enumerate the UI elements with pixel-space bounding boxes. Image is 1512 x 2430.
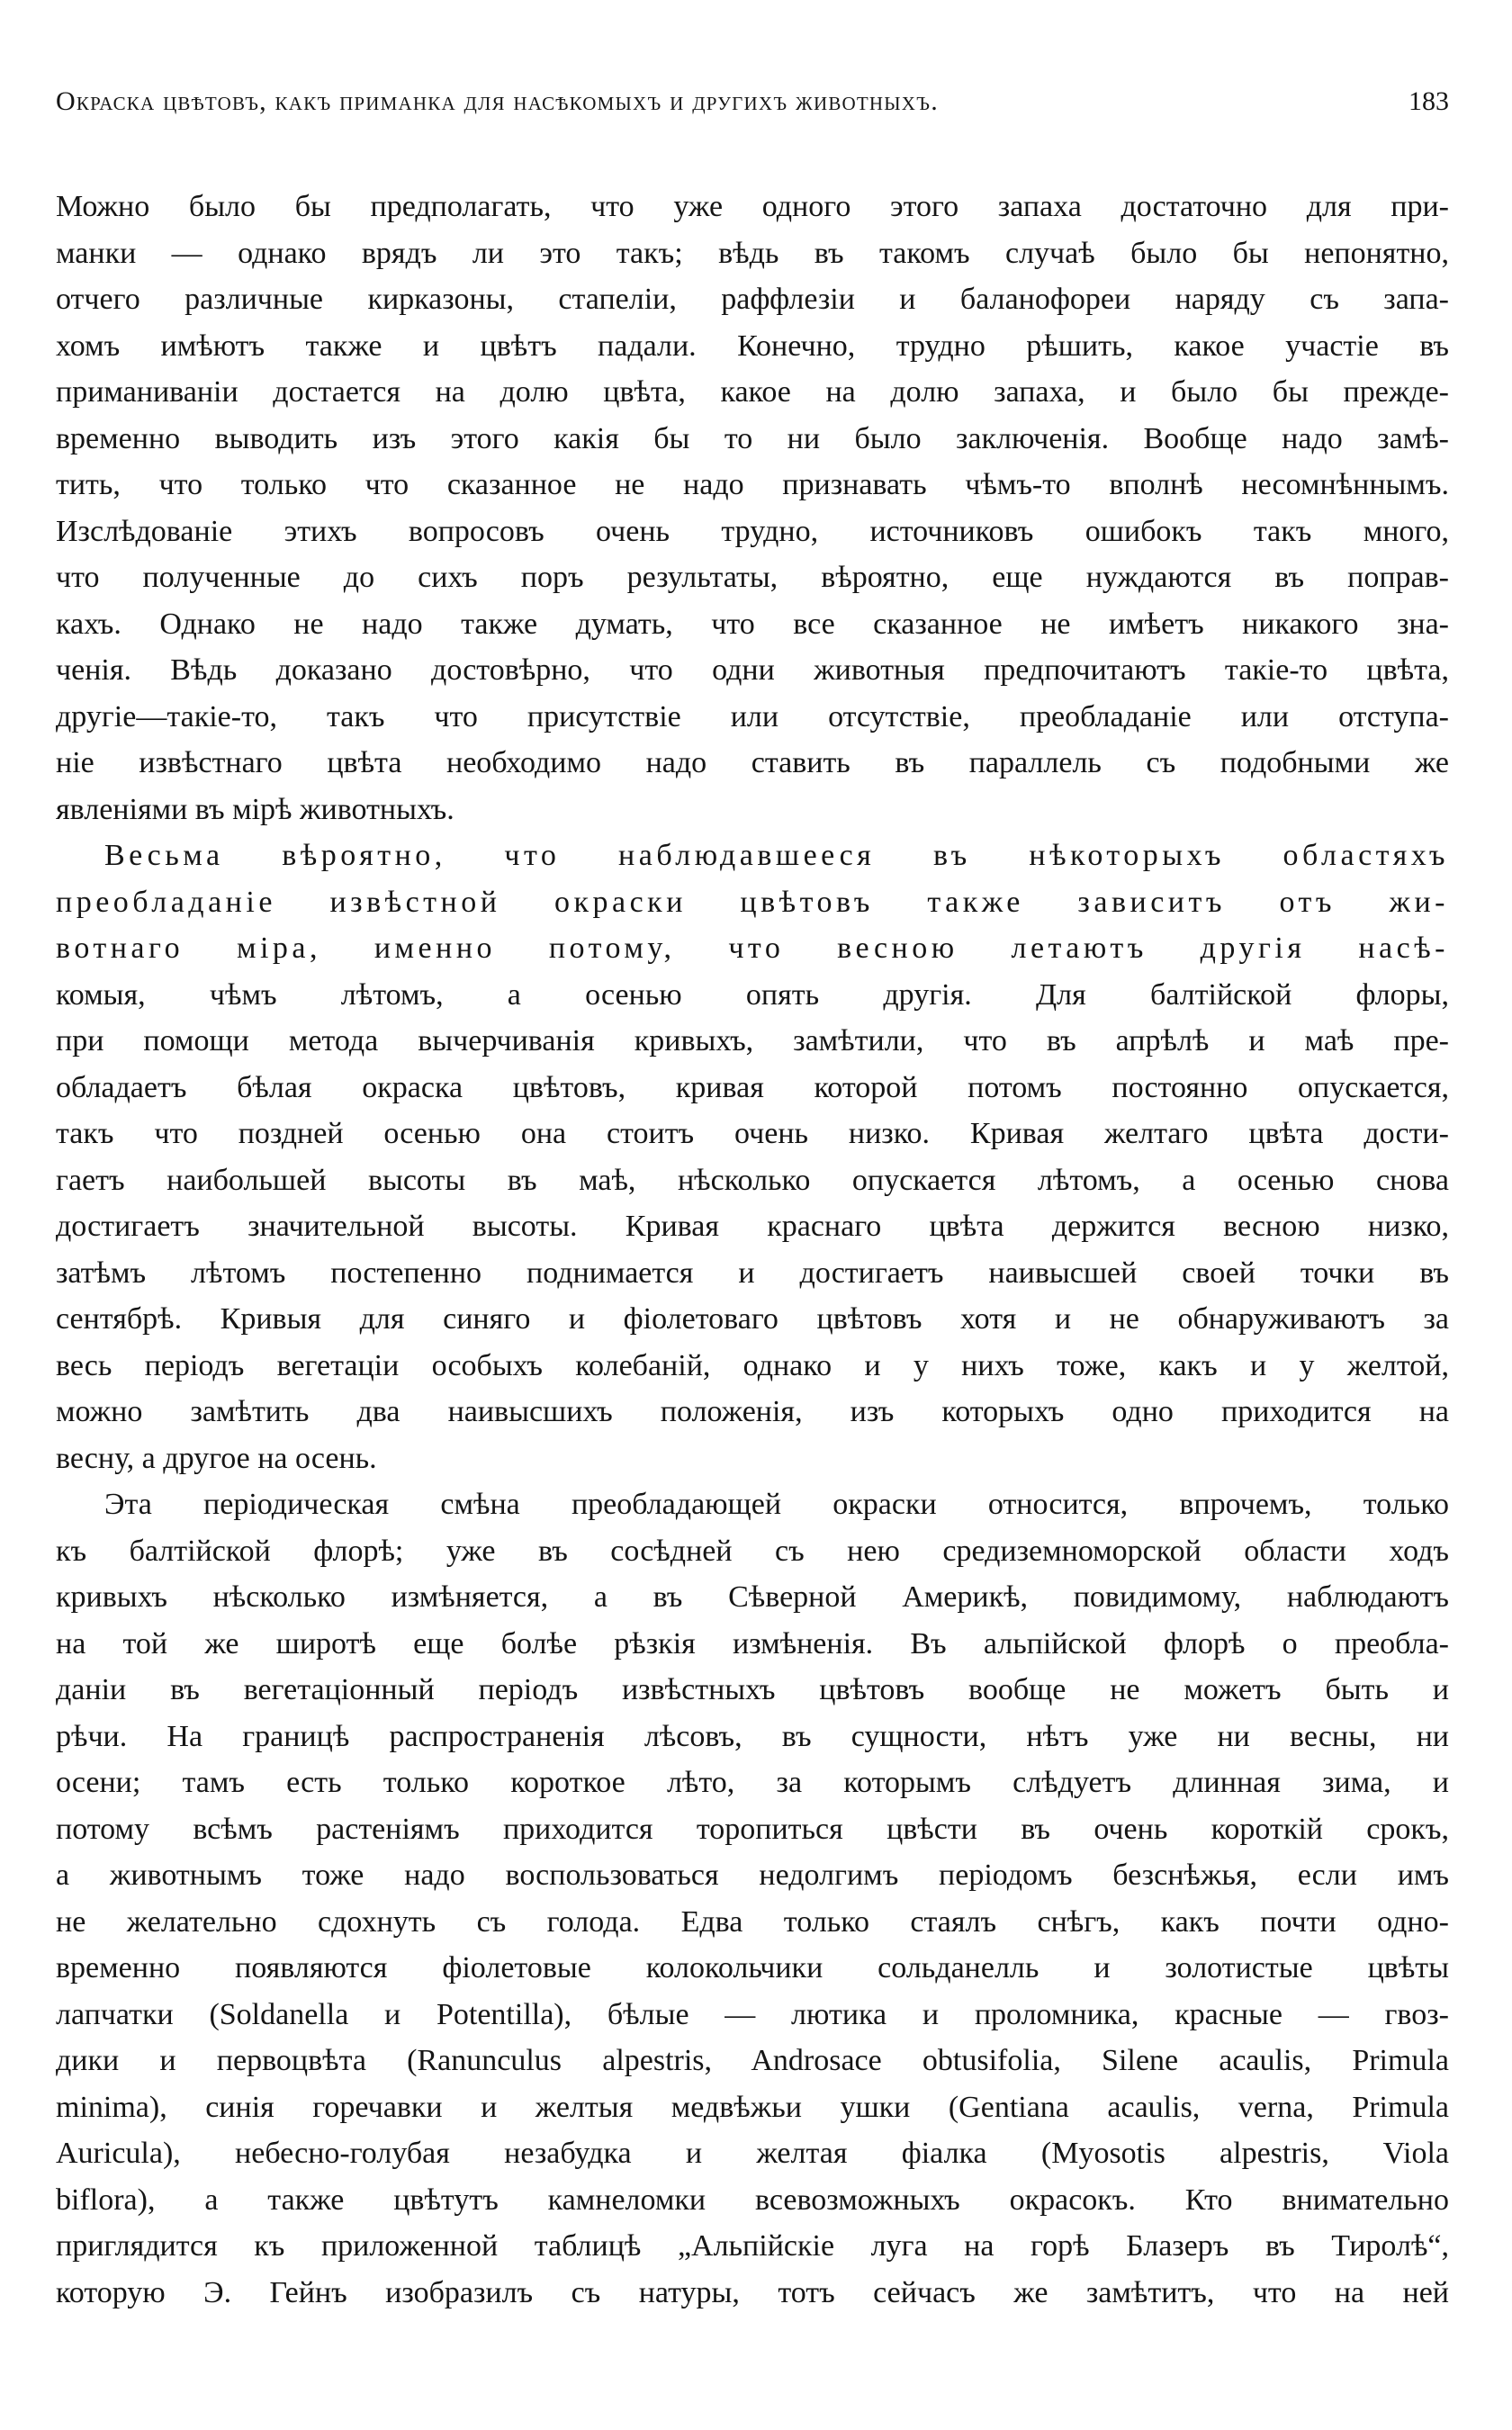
text-line: явленіями въ мірѣ животныхъ. — [56, 792, 454, 826]
body-text — [56, 184, 1449, 2316]
text-line: ніе извѣстнаго цвѣта необходимо надо ставить въ параллель съ подобными же — [56, 746, 1449, 779]
text-line: затѣмъ лѣтомъ постепенно поднимается и достигаетъ наивысшей своей точки въ — [56, 1256, 1449, 1290]
running-head — [56, 86, 1449, 126]
text-line: которую Э. Гейнъ изобразилъ съ натуры, тотъ сейчасъ же замѣтитъ, что на ней — [56, 2275, 1449, 2309]
text-line: кахъ. Однако не надо также думать, что все сказанное не имѣетъ никакого зна- — [56, 607, 1449, 641]
text-line: приглядится къ приложенной таблицѣ „Альпійскіе луга на горѣ Блазеръ въ Тиролѣ“, — [56, 2229, 1449, 2263]
text-line: временно выводить изъ этого какія бы то ни было заключенія. Вообще надо замѣ- — [56, 421, 1449, 455]
text-line: лапчатки (Soldanella и Potentilla), бѣлые — лютика и проломника, красные — гвоз- — [56, 1997, 1449, 2031]
text-line: Auricula), небесно-голубая незабудка и желтая фіалка (Myosotis alpestris, Viola — [56, 2137, 1449, 2170]
text-line: хомъ имѣютъ также и цвѣтъ падали. Конечно, трудно рѣшить, какое участіе въ — [56, 328, 1449, 363]
text-line: minima), синія горечавки и желтыя медвѣжьи ушки (Gentiana acaulis, verna, Primula — [56, 2090, 1449, 2124]
text-line: а животнымъ тоже надо воспользоваться недолгимъ періодомъ безснѣжья, если имъ — [56, 1858, 1449, 1892]
text-line: можно замѣтить два наивысшихъ положенія, изъ которыхъ одно приходится на — [56, 1395, 1449, 1428]
text-line: весну, а другое на осень. — [56, 1441, 377, 1475]
text-line: манки — однако врядъ ли это такъ; вѣдь въ такомъ случаѣ было бы непонятно, — [56, 236, 1449, 270]
running-head-title: Окраска цвѣтовъ, какъ приманка для насѣкомыхъ и другихъ животныхъ. — [56, 86, 939, 116]
text-line: что полученные до сихъ поръ результаты, вѣроятно, еще нуждаются въ поправ- — [56, 561, 1449, 594]
text-line-spaced: вотнаго міра, именно потому, что весною летаютъ другія насѣ- — [56, 932, 1449, 965]
text-line: тить, что только что сказанное не надо признавать чѣмъ-то вполнѣ несомнѣннымъ. — [56, 468, 1449, 501]
text-line-spaced: Весьма вѣроятно, что наблюдавшееся въ нѣкоторыхъ областяхъ — [104, 839, 1449, 872]
paragraph-3 — [56, 1481, 1449, 2316]
text-line: осени; тамъ есть только короткое лѣто, за которымъ слѣдуетъ длинная зима, и — [56, 1766, 1449, 1799]
text-line: комыя, чѣмъ лѣтомъ, а осенью опять другія. Для балтійской флоры, — [56, 977, 1449, 1012]
text-line: Можно было бы предполагать, что уже одного этого запаха достаточно для при- — [56, 190, 1449, 223]
text-line: biflora), а также цвѣтутъ камнеломки всевозможныхъ окрасокъ. Кто внимательно — [56, 2182, 1449, 2217]
text-line: даніи въ вегетаціонный періодъ извѣстныхъ цвѣтовъ вообще не можетъ быть и — [56, 1673, 1449, 1706]
text-line: на той же широтѣ еще болѣе рѣзкія измѣненія. Въ альпійской флорѣ о преобла- — [56, 1626, 1449, 1660]
text-line: кривыхъ нѣсколько измѣняется, а въ Сѣверной Америкѣ, повидимому, наблюдаютъ — [56, 1580, 1449, 1614]
text-line: такъ что поздней осенью она стоитъ очень низко. Кривая желтаго цвѣта дости- — [56, 1117, 1449, 1150]
text-line: потому всѣмъ растеніямъ приходится торопиться цвѣсти въ очень короткій срокъ, — [56, 1812, 1449, 1846]
text-line: временно появляются фіолетовые колокольчики сольданелль и золотистые цвѣты — [56, 1951, 1449, 1984]
paragraph-1 — [56, 184, 1449, 832]
text-line: ченія. Вѣдь доказано достовѣрно, что одни животныя предпочитаютъ такіе-то цвѣта, — [56, 653, 1449, 687]
text-line: отчего различные кирказоны, стапеліи, раффлезіи и баланофореи наряду съ запа- — [56, 283, 1449, 316]
text-line: весь періодъ вегетаціи особыхъ колебаній, однако и у нихъ тоже, какъ и у желтой, — [56, 1348, 1449, 1382]
text-line: достигаетъ значительной высоты. Кривая краснаго цвѣта держится весною низко, — [56, 1210, 1449, 1243]
text-line-spaced: преобладаніе извѣстной окраски цвѣтовъ также зависитъ отъ жи- — [56, 885, 1449, 919]
text-line: Изслѣдованіе этихъ вопросовъ очень трудно, источниковъ ошибокъ такъ много, — [56, 514, 1449, 548]
text-line: при помощи метода вычерчиванія кривыхъ, замѣтили, что въ апрѣлѣ и маѣ пре- — [56, 1024, 1449, 1058]
text-line: Эта періодическая смѣна преобладающей окраски относится, впрочемъ, только — [104, 1488, 1449, 1521]
text-line: гаетъ наибольшей высоты въ маѣ, нѣсколько опускается лѣтомъ, а осенью снова — [56, 1163, 1449, 1197]
text-line: не желательно сдохнуть съ голода. Едва только стаялъ снѣгъ, какъ почти одно- — [56, 1904, 1449, 1939]
book-page — [56, 0, 1449, 2430]
text-line: къ балтійской флорѣ; уже въ сосѣдней съ нею средиземноморской области ходъ — [56, 1534, 1449, 1568]
text-line: обладаетъ бѣлая окраска цвѣтовъ, кривая которой потомъ постоянно опускается, — [56, 1070, 1449, 1104]
text-line: рѣчи. На границѣ распространенія лѣсовъ, въ сущности, нѣтъ уже ни весны, ни — [56, 1719, 1449, 1753]
text-line: другіе—такіе-то, такъ что присутствіе или отсутствіе, преобладаніе или отступа- — [56, 699, 1449, 734]
text-line: дики и первоцвѣта (Ranunculus alpestris, Androsace obtusifolia, Silene acaulis, Primula — [56, 2044, 1449, 2077]
paragraph-2 — [56, 832, 1449, 1481]
text-line: приманиваніи достается на долю цвѣта, какое на долю запаха, и было бы преждe- — [56, 375, 1449, 409]
page-number: 183 — [1408, 86, 1449, 116]
text-line: сентябрѣ. Кривыя для синяго и фіолетоваго цвѣтовъ хотя и не обнаруживаютъ за — [56, 1302, 1449, 1336]
